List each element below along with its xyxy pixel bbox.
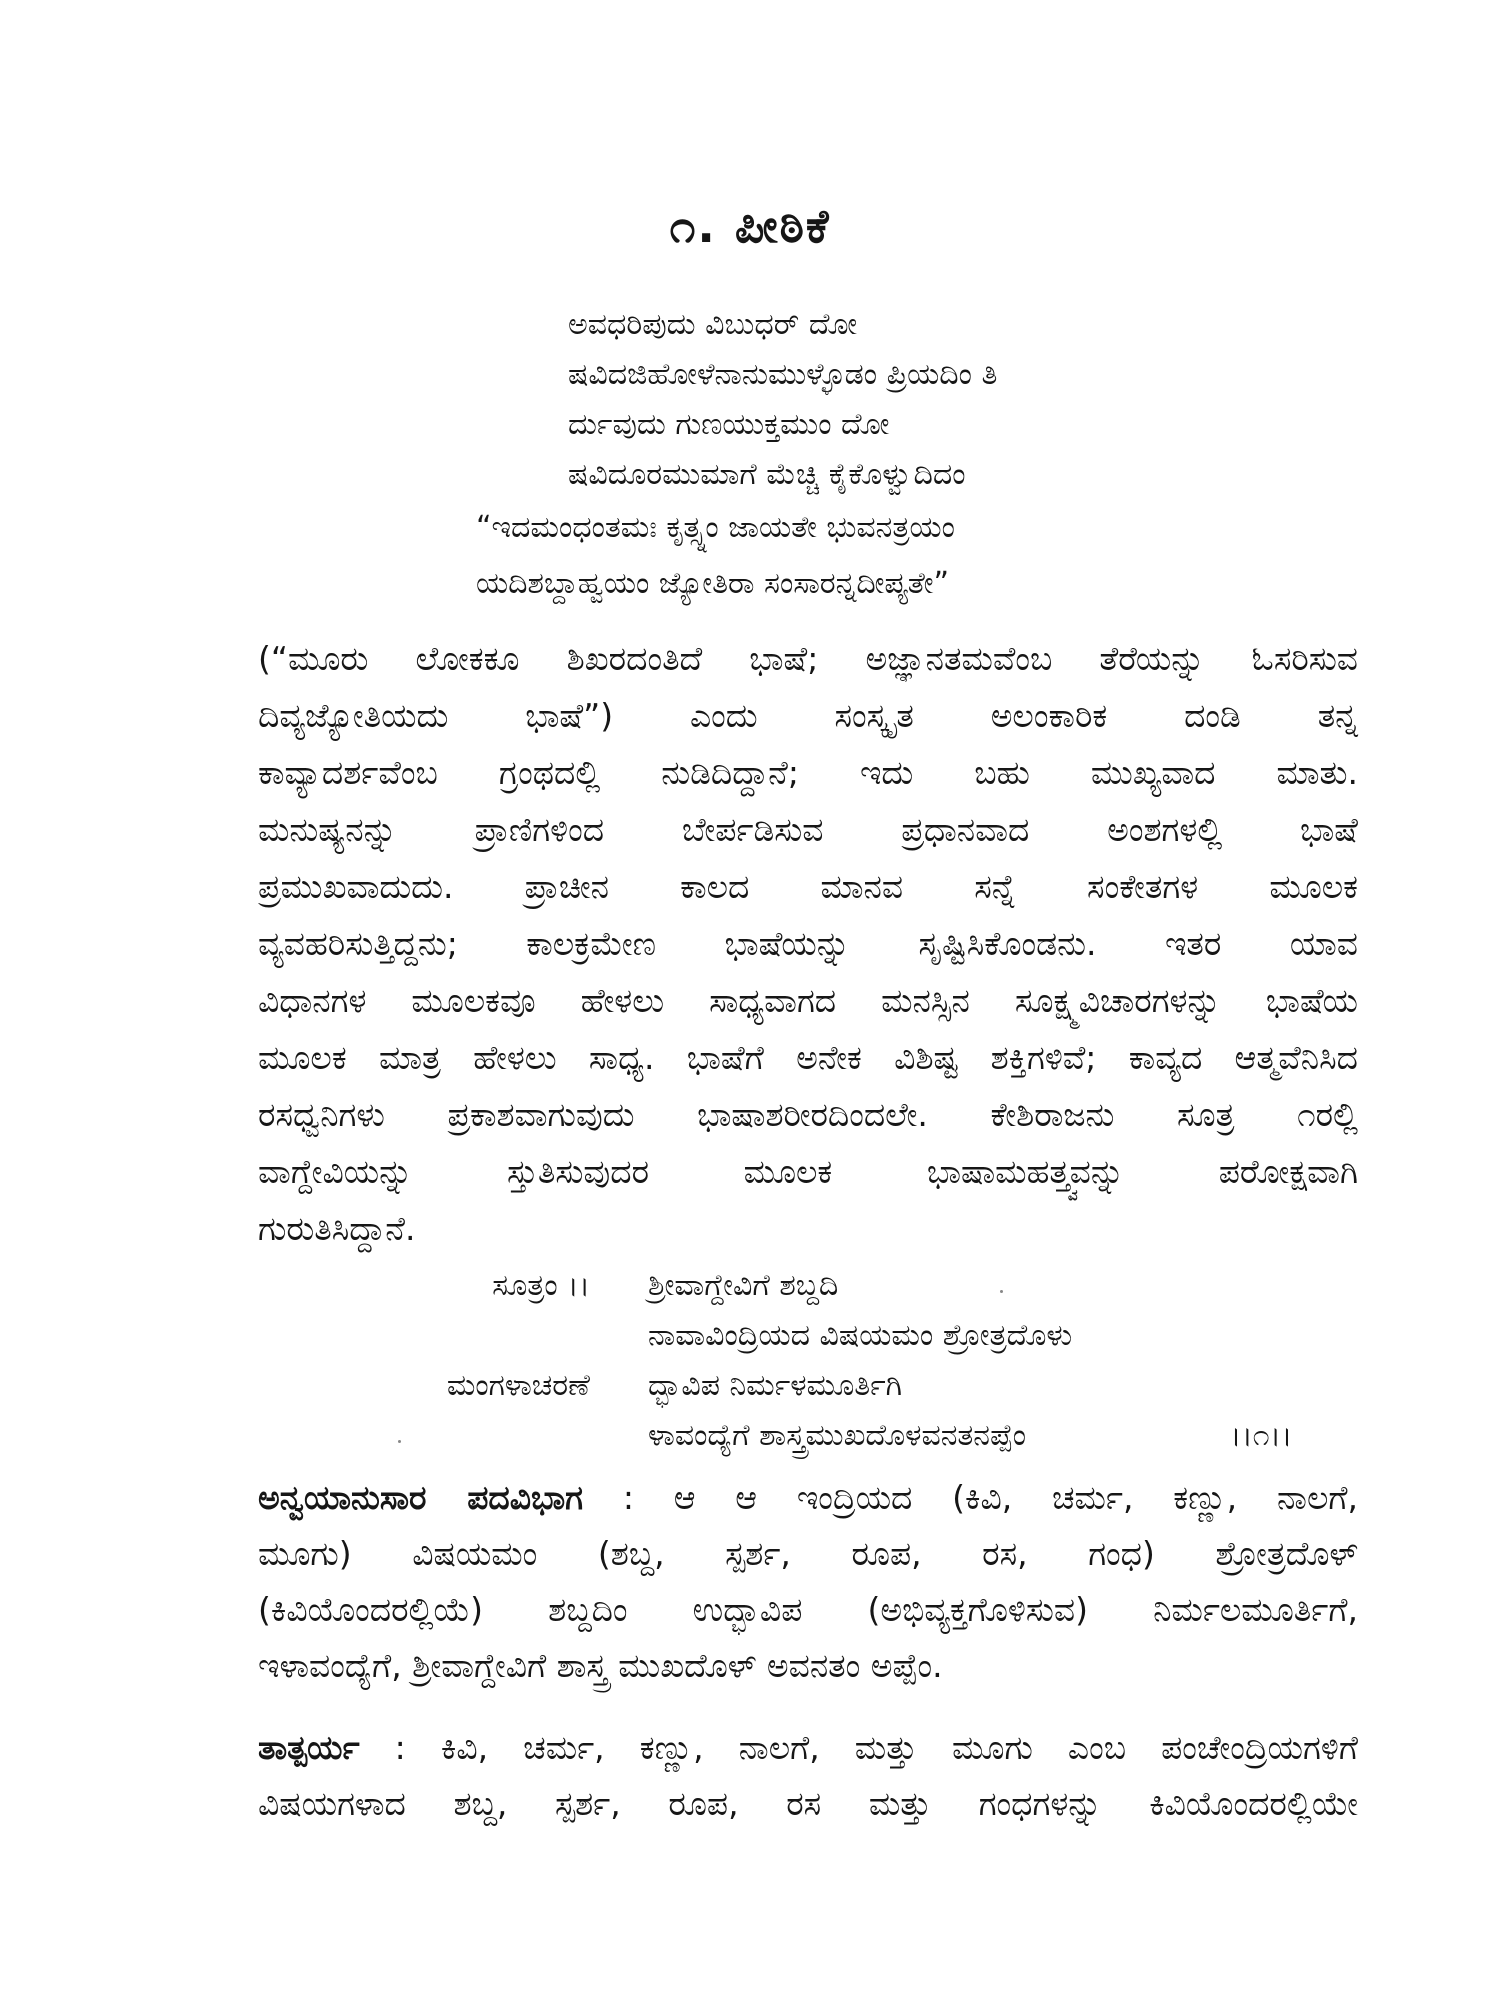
anvaya-line: ಇಳಾವಂದ್ಯೆಗೆ, ಶ್ರೀವಾಗ್ದೇವಿಗೆ ಶಾಸ್ತ್ರ ಮುಖದೊಳ್ ಅವನತಂ ಅಪ್ಪೆಂ.	[258, 1646, 943, 1685]
paragraph-line: ಗುರುತಿಸಿದ್ದಾನೆ.	[258, 1209, 416, 1248]
anvaya-section	[258, 1470, 1358, 1694]
verse-line: ಷವಿದಜಿಹೋಳೆನಾನುಮುಳ್ಳೊಡಂ ಪ್ರಿಯದಿಂ ತಿ	[568, 357, 998, 392]
scan-speck	[1000, 1290, 1003, 1293]
verse-line: ಷವಿದೂರಮುಮಾಗೆ ಮೆಚ್ಚಿ ಕೈಕೊಳ್ವುದಿದಂ	[568, 457, 966, 492]
paragraph-line: ಪ್ರಮುಖವಾದುದು. ಪ್ರಾಚೀನ ಕಾಲದ ಮಾನವ ಸನ್ನೆ ಸಂಕೇತಗಳ ಮೂಲಕ	[258, 867, 1358, 906]
sutra-line: ದ್ಭಾವಿಪ ನಿರ್ಮಳಮೂರ್ತಿಗಿ	[648, 1368, 903, 1403]
paragraph-line: ವಿಧಾನಗಳ ಮೂಲಕವೂ ಹೇಳಲು ಸಾಧ್ಯವಾಗದ ಮನಸ್ಸಿನ ಸೂಕ್ಷ್ಮವಿಚಾರಗಳನ್ನು ಭಾಷೆಯ	[258, 981, 1358, 1020]
verse-line: ಅವಧರಿಪುದು ವಿಬುಧರ್ ದೋ	[568, 307, 858, 342]
tatparya-separator: :	[359, 1728, 441, 1767]
sutra-number: ।।೧।।	[1230, 1418, 1293, 1453]
kannada-verse	[568, 300, 997, 500]
paragraph-line: ವ್ಯವಹರಿಸುತ್ತಿದ್ದನು; ಕಾಲಕ್ರಮೇಣ ಭಾಷೆಯನ್ನು ಸೃಷ್ಟಿಸಿಕೊಂಡನು. ಇತರ ಯಾವ	[258, 924, 1358, 963]
paragraph-line: ಮನುಷ್ಯನನ್ನು ಪ್ರಾಣಿಗಳಿಂದ ಬೇರ್ಪಡಿಸುವ ಪ್ರಧಾನವಾದ ಅಂಶಗಳಲ್ಲಿ ಭಾಷೆ	[258, 810, 1358, 849]
sanskrit-quote	[476, 500, 955, 612]
anvaya-heading: ಅನ್ವಯಾನುಸಾರ ಪದವಿಭಾಗ	[258, 1478, 584, 1517]
paragraph-line: ಕಾವ್ಯಾದರ್ಶವೆಂಬ ಗ್ರಂಥದಲ್ಲಿ ನುಡಿದಿದ್ದಾನೆ; ಇದು ಬಹು ಮುಖ್ಯವಾದ ಮಾತು.	[258, 753, 1358, 792]
paragraph-line: (“ಮೂರು ಲೋಕಕೂ ಶಿಖರದಂತಿದೆ ಭಾಷೆ; ಅಜ್ಞಾನತಮವೆಂಬ ತೆರೆಯನ್ನು ಓಸರಿಸುವ	[258, 639, 1358, 678]
sutra-line: ಶ್ರೀವಾಗ್ದೇವಿಗೆ ಶಬ್ದದಿ	[648, 1268, 839, 1303]
anvaya-separator: :	[583, 1478, 674, 1517]
anvaya-first-line	[258, 1470, 1358, 1526]
body-paragraph	[258, 630, 1358, 1257]
mangalacharane-label: ಮಂಗಳಾಚರಣೆ	[446, 1368, 590, 1403]
sutra-label: ಸೂತ್ರಂ ।।	[492, 1268, 590, 1303]
anvaya-line: ಮೂಗು) ವಿಷಯಮಂ (ಶಬ್ದ, ಸ್ಪರ್ಶ, ರೂಪ, ರಸ, ಗಂಧ) ಶ್ರೋತ್ರದೊಳ್	[258, 1534, 1358, 1573]
tatparya-heading: ತಾತ್ಪರ್ಯ	[258, 1728, 360, 1767]
quote-line: “ಇದಮಂಧಂತಮಃ ಕೃತ್ಸ್ನಂ ಜಾಯತೇ ಭುವನತ್ರಯಂ	[476, 510, 955, 545]
tatparya-section	[258, 1720, 1358, 1832]
paragraph-line: ದಿವ್ಯಜ್ಯೋತಿಯದು ಭಾಷೆ”) ಎಂದು ಸಂಸ್ಕೃತ ಅಲಂಕಾರಿಕ ದಂಡಿ ತನ್ನ	[258, 696, 1358, 735]
verse-line: ರ್ದುವುದು ಗುಣಯುಕ್ತಮುಂ ದೋ	[568, 407, 890, 442]
tatparya-line: ವಿಷಯಗಳಾದ ಶಬ್ದ, ಸ್ಪರ್ಶ, ರೂಪ, ರಸ ಮತ್ತು ಗಂಧಗಳನ್ನು ಕಿವಿಯೊಂದರಲ್ಲಿಯೇ	[258, 1784, 1358, 1823]
tatparya-first-line	[258, 1720, 1358, 1776]
anvaya-line: (ಕಿವಿಯೊಂದರಲ್ಲಿಯೆ) ಶಬ್ದದಿಂ ಉದ್ಭಾವಿಪ (ಅಭಿವ್ಯಕ್ತಗೊಳಿಸುವ) ನಿರ್ಮಲಮೂರ್ತಿಗೆ,	[258, 1590, 1358, 1629]
sutra-line: ಳಾವಂದ್ಯೆಗೆ ಶಾಸ್ತ್ರಮುಖದೊಳವನತನಪ್ಪೆಂ	[648, 1418, 1026, 1453]
tatparya-text: ಕಿವಿ, ಚರ್ಮ, ಕಣ್ಣು, ನಾಲಗೆ, ಮತ್ತು ಮೂಗು ಎಂಬ ಪಂಚೇಂದ್ರಿಯಗಳಿಗೆ	[440, 1728, 1358, 1767]
quote-line: ಯದಿಶಬ್ದಾಹ್ವಯಂ ಜ್ಯೋತಿರಾ ಸಂಸಾರನ್ನದೀಪ್ಯತೇ”	[476, 566, 950, 601]
paragraph-line: ಮೂಲಕ ಮಾತ್ರ ಹೇಳಲು ಸಾಧ್ಯ. ಭಾಷೆಗೆ ಅನೇಕ ವಿಶಿಷ್ಟ ಶಕ್ತಿಗಳಿವೆ; ಕಾವ್ಯದ ಆತ್ಮವೆನಿಸಿದ	[258, 1038, 1358, 1077]
sutra-line: ನಾವಾವಿಂದ್ರಿಯದ ವಿಷಯಮಂ ಶ್ರೋತ್ರದೊಳು	[648, 1318, 1073, 1353]
page-title: ೧. ಪೀಠಿಕೆ	[669, 199, 831, 253]
sutra-block	[400, 1262, 1300, 1472]
scan-speck	[398, 1440, 401, 1443]
anvaya-text: ಆ ಆ ಇಂದ್ರಿಯದ (ಕಿವಿ, ಚರ್ಮ, ಕಣ್ಣು, ನಾಲಗೆ,	[673, 1478, 1358, 1517]
paragraph-line: ರಸಧ್ವನಿಗಳು ಪ್ರಕಾಶವಾಗುವುದು ಭಾಷಾಶರೀರದಿಂದಲೇ. ಕೇಶಿರಾಜನು ಸೂತ್ರ ೧ರಲ್ಲಿ	[258, 1095, 1358, 1134]
paragraph-line: ವಾಗ್ದೇವಿಯನ್ನು ಸ್ತುತಿಸುವುದರ ಮೂಲಕ ಭಾಷಾಮಹತ್ತ್ವವನ್ನು ಪರೋಕ್ಷವಾಗಿ	[258, 1152, 1358, 1191]
